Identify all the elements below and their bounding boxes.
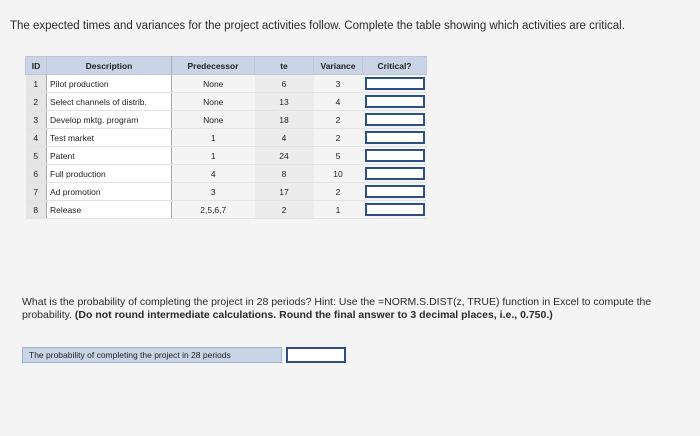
row-description: Release bbox=[47, 201, 172, 219]
row-id: 4 bbox=[26, 129, 47, 147]
row-critical bbox=[363, 75, 427, 93]
row-variance: 2 bbox=[314, 111, 363, 129]
row-id: 1 bbox=[26, 75, 47, 93]
row-predecessor: None bbox=[172, 93, 255, 111]
row-description: Develop mktg. program bbox=[47, 111, 172, 129]
header-critical: Critical? bbox=[363, 57, 427, 75]
row-critical bbox=[363, 129, 427, 147]
row-variance: 10 bbox=[314, 165, 363, 183]
critical-input[interactable] bbox=[365, 131, 425, 144]
header-te: te bbox=[255, 57, 314, 75]
critical-input[interactable] bbox=[365, 113, 425, 126]
row-id: 3 bbox=[26, 111, 47, 129]
row-variance: 2 bbox=[314, 129, 363, 147]
intro-text: The expected times and variances for the project activities follow. Complete the table showing which activities are critical. bbox=[10, 20, 625, 32]
answer-row bbox=[22, 347, 346, 363]
table-row bbox=[26, 111, 427, 129]
table-header-row bbox=[26, 57, 427, 75]
row-te: 17 bbox=[255, 183, 314, 201]
probability-answer-input[interactable] bbox=[286, 347, 346, 363]
row-predecessor: 1 bbox=[172, 129, 255, 147]
header-predecessor: Predecessor bbox=[172, 57, 255, 75]
header-id: ID bbox=[26, 57, 47, 75]
row-description: Test market bbox=[47, 129, 172, 147]
row-critical bbox=[363, 111, 427, 129]
table-row bbox=[26, 129, 427, 147]
row-predecessor: 1 bbox=[172, 147, 255, 165]
row-description: Patent bbox=[47, 147, 172, 165]
row-variance: 5 bbox=[314, 147, 363, 165]
answer-label: The probability of completing the project in 28 periods bbox=[22, 347, 282, 363]
row-te: 8 bbox=[255, 165, 314, 183]
header-description: Description bbox=[47, 57, 172, 75]
row-predecessor: 2,5,6,7 bbox=[172, 201, 255, 219]
table-row bbox=[26, 75, 427, 93]
row-description: Select channels of distrib. bbox=[47, 93, 172, 111]
critical-input[interactable] bbox=[365, 95, 425, 108]
row-predecessor: 3 bbox=[172, 183, 255, 201]
row-description: Ad promotion bbox=[47, 183, 172, 201]
row-description: Full production bbox=[47, 165, 172, 183]
row-predecessor: 4 bbox=[172, 165, 255, 183]
row-critical bbox=[363, 165, 427, 183]
table-row bbox=[26, 147, 427, 165]
row-critical bbox=[363, 183, 427, 201]
row-variance: 4 bbox=[314, 93, 363, 111]
table-row bbox=[26, 183, 427, 201]
activities-table bbox=[25, 56, 427, 219]
question-text bbox=[22, 296, 672, 322]
table-row bbox=[26, 165, 427, 183]
row-te: 6 bbox=[255, 75, 314, 93]
row-id: 8 bbox=[26, 201, 47, 219]
question-body: What is the probability of completing the project in 28 periods? Hint: Use the =NORM.S.DIST(z, TRUE) function in Excel to compute the probability. bbox=[22, 296, 652, 321]
row-predecessor: None bbox=[172, 75, 255, 93]
row-id: 6 bbox=[26, 165, 47, 183]
row-te: 2 bbox=[255, 201, 314, 219]
critical-input[interactable] bbox=[365, 185, 425, 198]
row-id: 2 bbox=[26, 93, 47, 111]
row-predecessor: None bbox=[172, 111, 255, 129]
row-id: 7 bbox=[26, 183, 47, 201]
row-variance: 2 bbox=[314, 183, 363, 201]
row-te: 13 bbox=[255, 93, 314, 111]
row-critical bbox=[363, 201, 427, 219]
critical-input[interactable] bbox=[365, 149, 425, 162]
row-variance: 1 bbox=[314, 201, 363, 219]
row-variance: 3 bbox=[314, 75, 363, 93]
row-description: Pilot production bbox=[47, 75, 172, 93]
table-row bbox=[26, 93, 427, 111]
critical-input[interactable] bbox=[365, 167, 425, 180]
row-te: 24 bbox=[255, 147, 314, 165]
header-variance: Variance bbox=[314, 57, 363, 75]
table-row bbox=[26, 201, 427, 219]
row-critical bbox=[363, 147, 427, 165]
question-instructions: (Do not round intermediate calculations. Round the final answer to 3 decimal places, i.e., 0.750.) bbox=[74, 309, 553, 321]
row-te: 4 bbox=[255, 129, 314, 147]
critical-input[interactable] bbox=[365, 203, 425, 216]
row-te: 18 bbox=[255, 111, 314, 129]
row-id: 5 bbox=[26, 147, 47, 165]
critical-input[interactable] bbox=[365, 77, 425, 90]
row-critical bbox=[363, 93, 427, 111]
